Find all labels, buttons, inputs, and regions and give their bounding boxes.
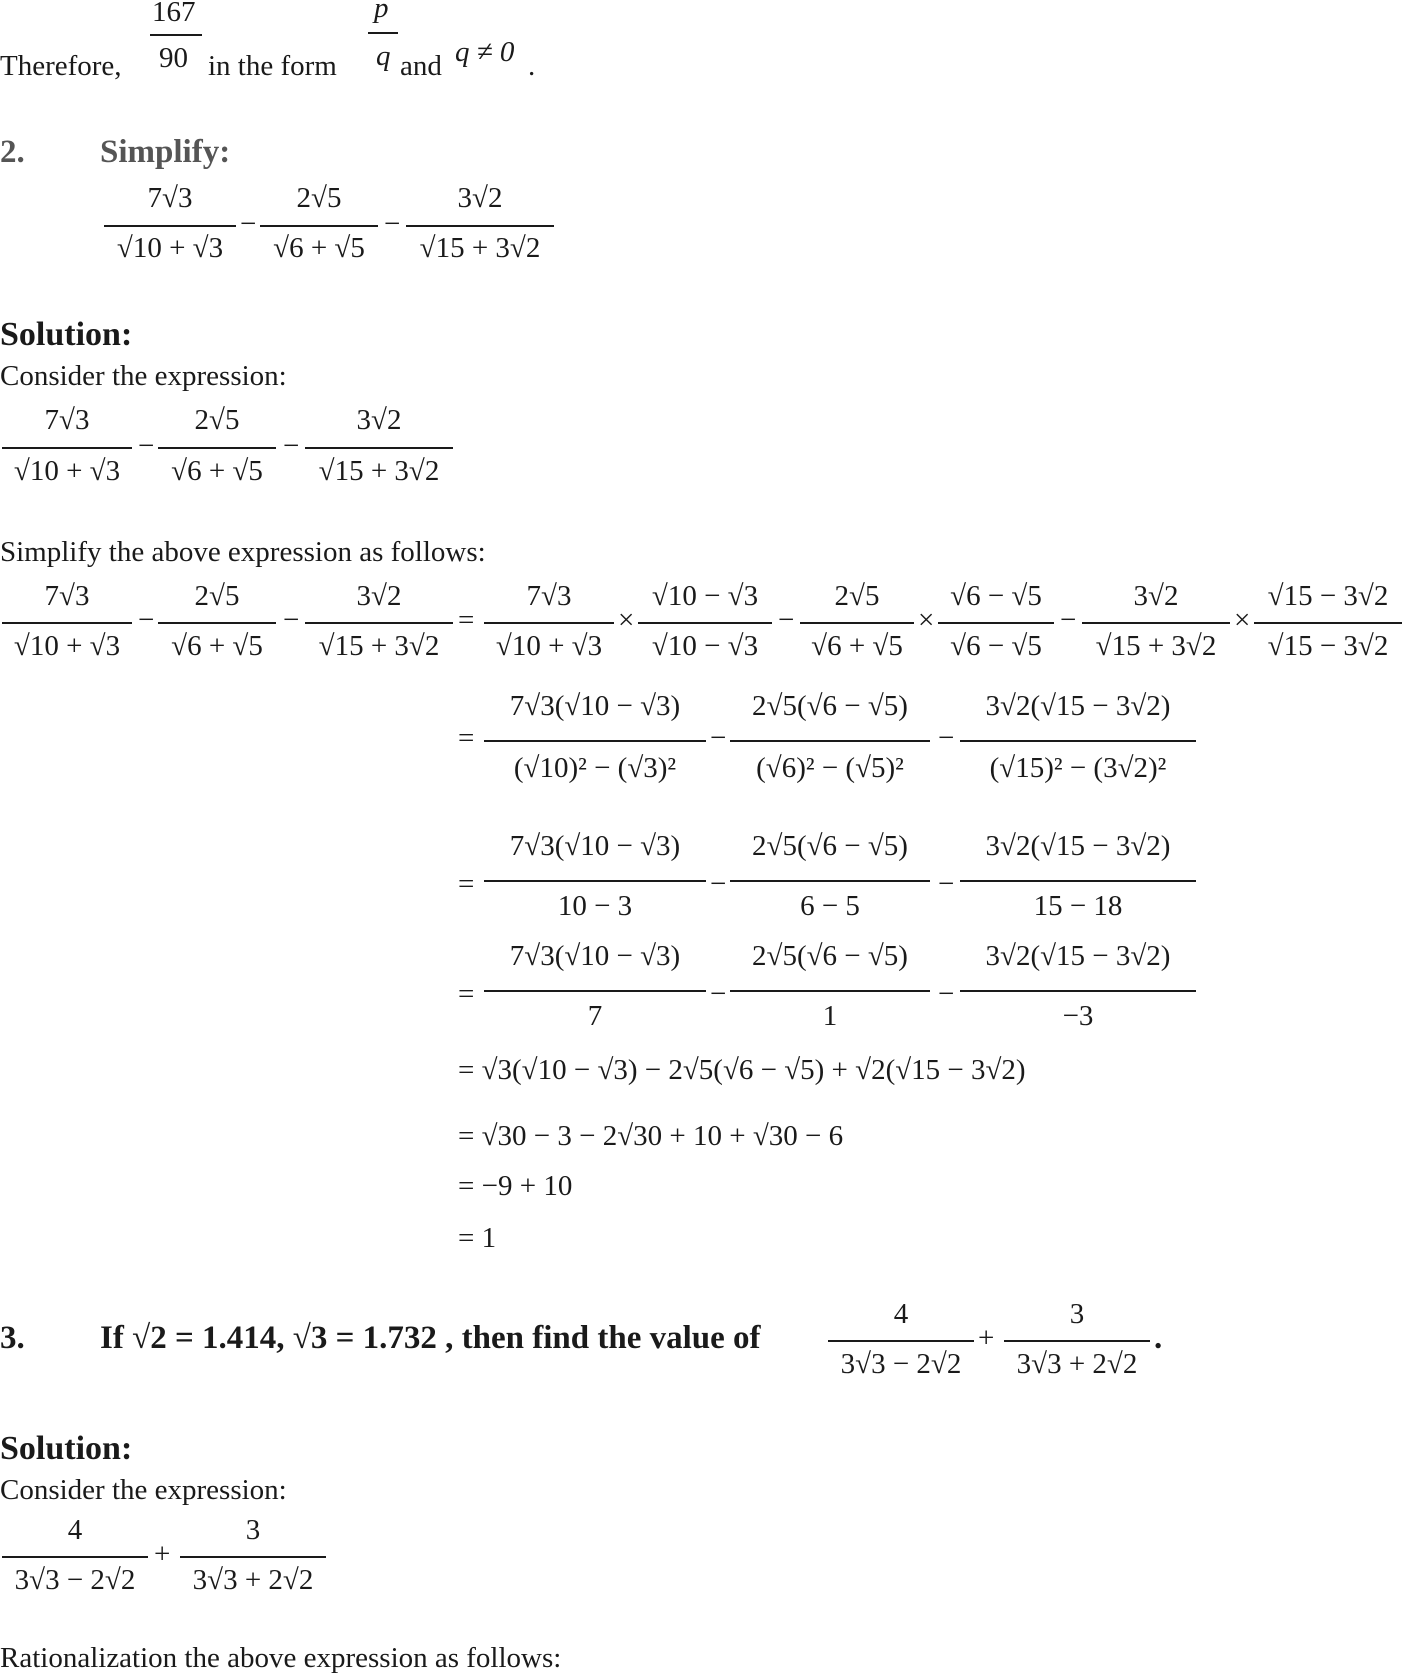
q3-bar-1	[828, 1340, 974, 1342]
s1-den-1: √10 + √3	[13, 455, 121, 487]
question-number-2: 2.	[0, 134, 25, 170]
s1-minus-2: −	[283, 430, 300, 462]
frac-p: p	[374, 0, 389, 24]
s3-num-2: 2√5(√6 − √5)	[752, 830, 908, 862]
s3-minus-2: −	[938, 868, 955, 900]
b1-equals: =	[458, 604, 475, 636]
s4-num-2: 2√5(√6 − √5)	[752, 940, 908, 972]
b1-times-3: ×	[1234, 604, 1251, 636]
q3-num-2: 3	[1069, 1298, 1085, 1330]
s3q-num-1: 4	[67, 1514, 83, 1546]
consider-text-2: Consider the expression:	[0, 360, 287, 392]
b1-rhs-bar-3	[1082, 622, 1230, 624]
s4-minus-2: −	[938, 978, 955, 1010]
s2-den-2: (√6)² − (√5)²	[756, 752, 904, 784]
top-period: .	[528, 50, 536, 82]
s1-num-2: 2√5	[194, 404, 240, 436]
s2-bar-2	[730, 740, 930, 742]
question-2-title: Simplify:	[100, 134, 231, 170]
b1-minus-3: −	[778, 604, 795, 636]
s2-minus-1: −	[710, 722, 727, 754]
and-text: and	[400, 50, 442, 82]
s1-minus-1: −	[138, 430, 155, 462]
s2-bar-1	[484, 740, 706, 742]
q2-bar-1	[104, 225, 236, 227]
s2-den-1: (√10)² − (√3)²	[513, 752, 677, 784]
b1-rhs-num-3: 3√2	[1133, 580, 1179, 612]
b1-rhs-num-1: 7√3	[526, 580, 572, 612]
b1-minus-2: −	[283, 604, 300, 636]
s3-bar-3	[960, 880, 1196, 882]
s1-den-3: √15 + 3√2	[318, 455, 440, 487]
b1-times-1: ×	[618, 604, 635, 636]
b1-rat-den-3: √15 − 3√2	[1267, 630, 1389, 662]
s3q-den-2: 3√3 + 2√2	[192, 1564, 314, 1596]
q2-den-3: √15 + 3√2	[419, 232, 541, 264]
frac-167-num: 167	[152, 0, 196, 28]
q3-den-2: 3√3 + 2√2	[1016, 1348, 1138, 1380]
solution-3-label: Solution:	[0, 1430, 133, 1467]
b1-den-2: √6 + √5	[171, 630, 263, 662]
b1-rhs-bar-1	[484, 622, 614, 624]
b1-minus-1: −	[138, 604, 155, 636]
s4-den-1: 7	[587, 1000, 603, 1032]
s2-minus-2: −	[938, 722, 955, 754]
frac-167-bar	[150, 34, 202, 36]
b1-times-2: ×	[918, 604, 935, 636]
b1-minus-4: −	[1060, 604, 1077, 636]
simplify-text: Simplify the above expression as follows:	[0, 536, 486, 568]
b1-rhs-bar-2	[800, 622, 914, 624]
q2-den-2: √6 + √5	[273, 232, 365, 264]
q2-den-1: √10 + √3	[116, 232, 224, 264]
b1-num-1: 7√3	[44, 580, 90, 612]
b1-rat-num-2: √6 − √5	[950, 580, 1042, 612]
b1-bar-3	[305, 622, 453, 624]
s1-num-1: 7√3	[44, 404, 90, 436]
b1-rat-bar-3	[1254, 622, 1402, 624]
therefore-text: Therefore,	[0, 50, 122, 82]
s3-equals: =	[458, 868, 475, 900]
s4-den-3: −3	[1062, 1000, 1094, 1032]
b1-num-3: 3√2	[356, 580, 402, 612]
question-number-3: 3.	[0, 1320, 25, 1356]
s3-minus-1: −	[710, 868, 727, 900]
s1-bar-1	[2, 447, 132, 449]
rationalize-text: Rationalization the above expression as follows:	[0, 1642, 562, 1674]
s3-den-1: 10 − 3	[557, 890, 633, 922]
step-8: = 1	[458, 1222, 497, 1254]
b1-rat-den-1: √10 − √3	[651, 630, 759, 662]
s4-bar-2	[730, 990, 930, 992]
q3-bar-2	[1004, 1340, 1150, 1342]
b1-rat-num-1: √10 − √3	[651, 580, 759, 612]
consider-text-3: Consider the expression:	[0, 1474, 287, 1506]
frac-167-den: 90	[159, 42, 188, 74]
s3-num-3: 3√2(√15 − 3√2)	[985, 830, 1171, 862]
q3-period: .	[1154, 1320, 1163, 1356]
q3-num-1: 4	[893, 1298, 909, 1330]
q2-num-1: 7√3	[147, 182, 193, 214]
b1-den-1: √10 + √3	[13, 630, 121, 662]
s3q-num-2: 3	[245, 1514, 261, 1546]
q2-bar-3	[406, 225, 554, 227]
b1-rat-num-3: √15 − 3√2	[1267, 580, 1389, 612]
s3q-plus: +	[154, 1538, 171, 1570]
b1-rat-bar-2	[938, 622, 1054, 624]
s4-bar-1	[484, 990, 706, 992]
s3-den-3: 15 − 18	[1033, 890, 1123, 922]
s4-num-3: 3√2(√15 − 3√2)	[985, 940, 1171, 972]
question-3-lead: If √2 = 1.414, √3 = 1.732 , then find the value of	[100, 1320, 761, 1356]
q2-bar-2	[260, 225, 378, 227]
q2-num-3: 3√2	[457, 182, 503, 214]
solution-2-label: Solution:	[0, 316, 133, 353]
s4-minus-1: −	[710, 978, 727, 1010]
q2-num-2: 2√5	[296, 182, 342, 214]
s2-num-3: 3√2(√15 − 3√2)	[985, 690, 1171, 722]
b1-bar-2	[158, 622, 276, 624]
s3-bar-2	[730, 880, 930, 882]
b1-rhs-den-1: √10 + √3	[495, 630, 603, 662]
step-6: = √30 − 3 − 2√30 + 10 + √30 − 6	[458, 1120, 844, 1152]
s4-equals: =	[458, 978, 475, 1010]
s1-num-3: 3√2	[356, 404, 402, 436]
q3-den-1: 3√3 − 2√2	[840, 1348, 962, 1380]
frac-pq-bar	[368, 32, 398, 34]
step-5: = √3(√10 − √3) − 2√5(√6 − √5) + √2(√15 − 3√2)	[458, 1054, 1026, 1086]
s3-num-1: 7√3(√10 − √3)	[509, 830, 681, 862]
b1-den-3: √15 + 3√2	[318, 630, 440, 662]
b1-bar-1	[2, 622, 132, 624]
b1-rat-den-2: √6 − √5	[950, 630, 1042, 662]
frac-q: q	[376, 40, 391, 72]
b1-num-2: 2√5	[194, 580, 240, 612]
s4-den-2: 1	[822, 1000, 838, 1032]
s1-bar-2	[158, 447, 276, 449]
s1-bar-3	[305, 447, 453, 449]
s3-den-2: 6 − 5	[800, 890, 860, 922]
b1-rat-bar-1	[638, 622, 772, 624]
q-not-zero: q ≠ 0	[455, 36, 515, 68]
b1-rhs-num-2: 2√5	[834, 580, 880, 612]
q2-minus-2: −	[384, 208, 401, 240]
b1-rhs-den-3: √15 + 3√2	[1095, 630, 1217, 662]
s2-bar-3	[960, 740, 1196, 742]
s3q-bar-1	[2, 1556, 148, 1558]
s3q-den-1: 3√3 − 2√2	[14, 1564, 136, 1596]
s2-equals: =	[458, 722, 475, 754]
s1-den-2: √6 + √5	[171, 455, 263, 487]
b1-rhs-den-2: √6 + √5	[811, 630, 903, 662]
s2-den-3: (√15)² − (3√2)²	[989, 752, 1167, 784]
step-7: = −9 + 10	[458, 1170, 573, 1202]
in-the-form-text: in the form	[208, 50, 337, 82]
q3-plus: +	[978, 1322, 995, 1354]
s3q-bar-2	[180, 1556, 326, 1558]
s4-num-1: 7√3(√10 − √3)	[509, 940, 681, 972]
s2-num-1: 7√3(√10 − √3)	[509, 690, 681, 722]
s2-num-2: 2√5(√6 − √5)	[752, 690, 908, 722]
q2-minus-1: −	[240, 208, 257, 240]
s4-bar-3	[960, 990, 1196, 992]
s3-bar-1	[484, 880, 706, 882]
